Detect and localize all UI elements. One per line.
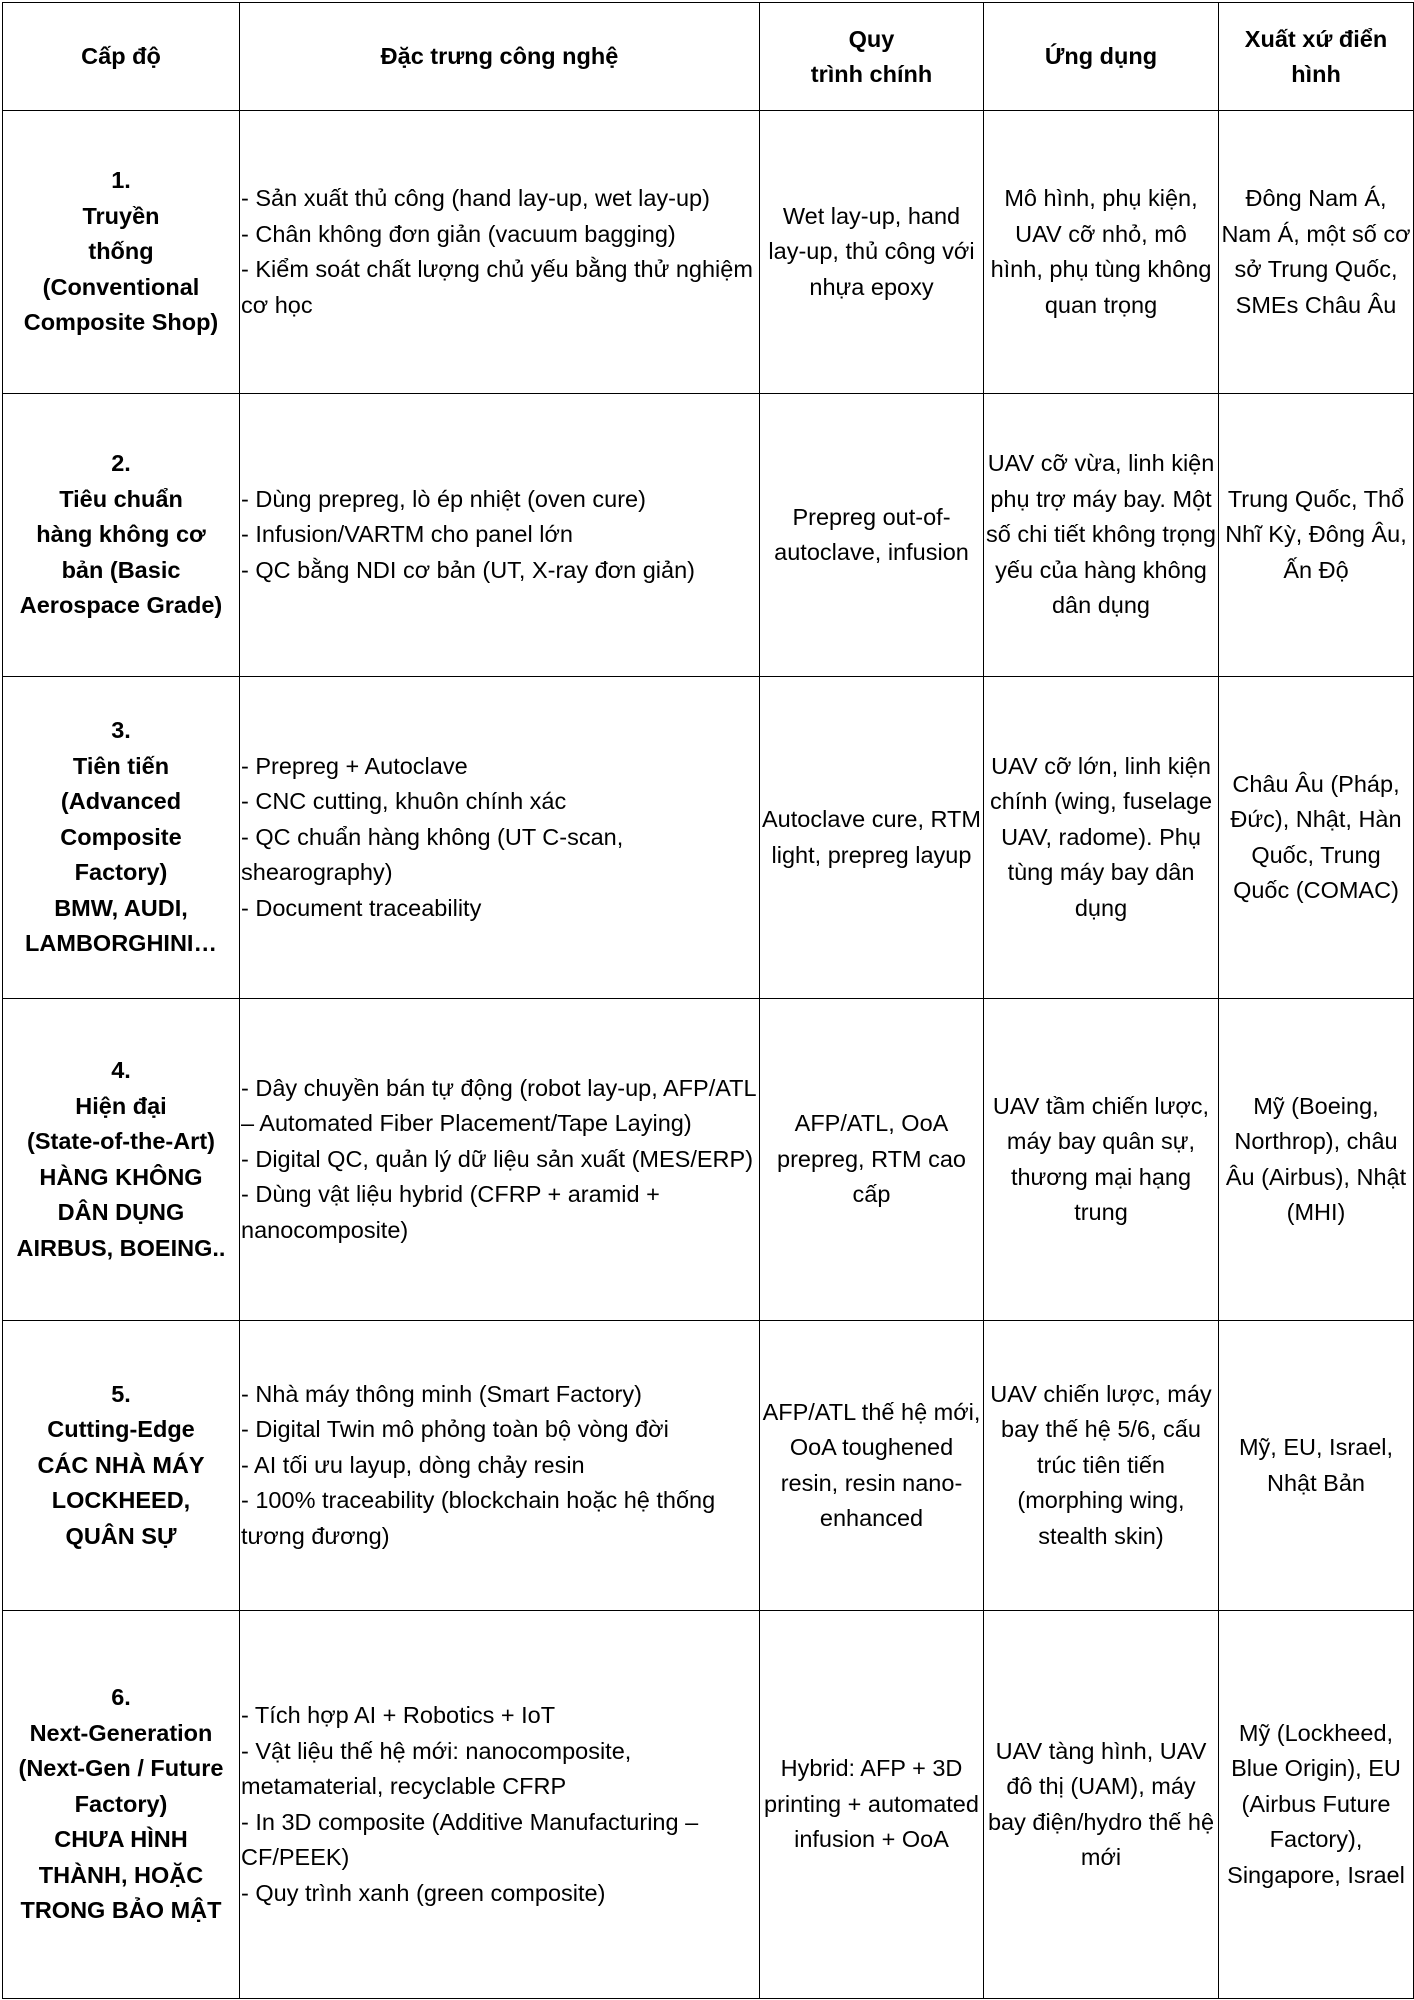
process-text: AFP/ATL, OoA prepreg, RTM cao cấp — [777, 1110, 966, 1208]
origin-text: Trung Quốc, Thổ Nhĩ Kỳ, Đông Âu, Ấn Độ — [1225, 485, 1407, 583]
technology-cell — [240, 1611, 760, 1999]
origin-text: Mỹ (Boeing, Northrop), châu Âu (Airbus), Nhật (MHI) — [1225, 1092, 1407, 1225]
header-origin-text: Xuất xứ điển hình — [1244, 25, 1388, 87]
table-row — [3, 999, 1414, 1321]
header-level-text: Cấp độ — [81, 43, 161, 69]
application-cell — [984, 111, 1219, 394]
technology-text: - Sản xuất thủ công (hand lay-up, wet lay-up) - Chân không đơn giản (vacuum bagging) - Kiểm soát chất lượng chủ yếu bằng thử nghiệm cơ học — [241, 185, 753, 318]
application-cell — [984, 1611, 1219, 1999]
table-row — [3, 111, 1414, 394]
application-cell — [984, 999, 1219, 1321]
process-text: Hybrid: AFP + 3D printing + automated infusion + OoA — [764, 1755, 979, 1853]
process-cell — [760, 999, 984, 1321]
technology-text: - Dây chuyền bán tự động (robot lay-up, AFP/ATL – Automated Fiber Placement/Tape Laying) - Digital QC, quản lý dữ liệu sản xuất (MES/ERP) - Dùng vật liệu hybrid (CFRP + aramid + nanocomposite) — [241, 1074, 756, 1243]
origin-cell — [1219, 999, 1414, 1321]
application-text: UAV tàng hình, UAV đô thị (UAM), máy bay điện/hydro thế hệ mới — [987, 1737, 1215, 1870]
application-text: UAV chiến lược, máy bay thế hệ 5/6, cấu trúc tiên tiến (morphing wing, stealth skin) — [990, 1380, 1212, 1549]
technology-cell — [240, 394, 760, 677]
origin-text: Mỹ (Lockheed, Blue Origin), EU (Airbus Future Factory), Singapore, Israel — [1227, 1719, 1405, 1888]
application-cell — [984, 1321, 1219, 1611]
technology-cell — [240, 999, 760, 1321]
table-row — [3, 677, 1414, 999]
process-cell — [760, 677, 984, 999]
origin-cell — [1219, 394, 1414, 677]
origin-text: Mỹ, EU, Israel, Nhật Bản — [1238, 1434, 1394, 1496]
header-application-text: Ứng dụng — [1044, 43, 1158, 69]
level-text: 5. Cutting-Edge CÁC NHÀ MÁY LOCKHEED, QUÂN SỰ — [37, 1380, 205, 1549]
process-text: Prepreg out-of-autoclave, infusion — [774, 503, 969, 565]
header-row — [3, 3, 1414, 111]
table-row — [3, 394, 1414, 677]
table-body — [3, 111, 1414, 1999]
level-text: 1. Truyền thống (Conventional Composite Shop) — [23, 167, 219, 336]
origin-cell — [1219, 111, 1414, 394]
process-text: Wet lay-up, hand lay-up, thủ công với nhựa epoxy — [768, 202, 975, 300]
composite-levels-table — [2, 2, 1414, 1999]
technology-text: - Prepreg + Autoclave - CNC cutting, khuôn chính xác - QC chuẩn hàng không (UT C-scan, shearography) - Document traceability — [241, 752, 624, 921]
header-technology — [240, 3, 760, 111]
process-cell — [760, 1611, 984, 1999]
technology-cell — [240, 1321, 760, 1611]
technology-text: - Dùng prepreg, lò ép nhiệt (oven cure) - Infusion/VARTM cho panel lớn - QC bằng NDI cơ bản (UT, X-ray đơn giản) — [241, 485, 695, 583]
origin-cell — [1219, 677, 1414, 999]
process-text: AFP/ATL thế hệ mới, OoA toughened resin, resin nano-enhanced — [762, 1398, 981, 1531]
process-cell — [760, 394, 984, 677]
table-row — [3, 1321, 1414, 1611]
level-text: 4. Hiện đại (State-of-the-Art) HÀNG KHÔNG DÂN DỤNG AIRBUS, BOEING.. — [16, 1057, 226, 1261]
process-cell — [760, 1321, 984, 1611]
technology-cell — [240, 111, 760, 394]
level-text: 3. Tiên tiến (Advanced Composite Factory) BMW, AUDI, LAMBORGHINI… — [25, 717, 217, 957]
application-text: UAV cỡ vừa, linh kiện phụ trợ máy bay. Một số chi tiết không trọng yếu của hàng không dân dụng — [986, 450, 1216, 619]
level-cell — [3, 394, 240, 677]
header-application — [984, 3, 1219, 111]
level-cell — [3, 1321, 240, 1611]
level-text: 6. Next-Generation (Next-Gen / Future Factory) CHƯA HÌNH THÀNH, HOẶC TRONG BẢO MẬT — [18, 1684, 224, 1924]
level-cell — [3, 677, 240, 999]
origin-text: Đông Nam Á, Nam Á, một số cơ sở Trung Quốc, SMEs Châu Âu — [1221, 185, 1411, 318]
origin-cell — [1219, 1321, 1414, 1611]
header-process — [760, 3, 984, 111]
origin-text: Châu Âu (Pháp, Đức), Nhật, Hàn Quốc, Trung Quốc (COMAC) — [1230, 770, 1402, 903]
header-level — [3, 3, 240, 111]
application-text: Mô hình, phụ kiện, UAV cỡ nhỏ, mô hình, phụ tùng không quan trọng — [990, 185, 1212, 318]
table-header — [3, 3, 1414, 111]
technology-cell — [240, 677, 760, 999]
level-text: 2. Tiêu chuẩn hàng không cơ bản (Basic Aerospace Grade) — [19, 450, 223, 619]
process-text: Autoclave cure, RTM light, prepreg layup — [762, 806, 981, 868]
technology-text: - Nhà máy thông minh (Smart Factory) - Digital Twin mô phỏng toàn bộ vòng đời - AI tối ưu layup, dòng chảy resin - 100% traceability (blockchain hoặc hệ thống tương đương) — [241, 1380, 716, 1549]
level-cell — [3, 111, 240, 394]
application-cell — [984, 677, 1219, 999]
application-text: UAV tầm chiến lược, máy bay quân sự, thương mại hạng trung — [992, 1092, 1210, 1225]
table-row — [3, 1611, 1414, 1999]
level-cell — [3, 1611, 240, 1999]
technology-text: - Tích hợp AI + Robotics + IoT - Vật liệu thế hệ mới: nanocomposite, metamaterial, recyclable CFRP - In 3D composite (Additive Manufacturing – CF/PEEK) - Quy trình xanh (green composite) — [241, 1702, 699, 1906]
header-process-text: Quy trình chính — [810, 25, 933, 87]
application-cell — [984, 394, 1219, 677]
level-cell — [3, 999, 240, 1321]
origin-cell — [1219, 1611, 1414, 1999]
header-origin — [1219, 3, 1414, 111]
header-technology-text: Đặc trưng công nghệ — [380, 43, 619, 69]
application-text: UAV cỡ lớn, linh kiện chính (wing, fuselage UAV, radome). Phụ tùng máy bay dân dụng — [989, 752, 1213, 921]
process-cell — [760, 111, 984, 394]
